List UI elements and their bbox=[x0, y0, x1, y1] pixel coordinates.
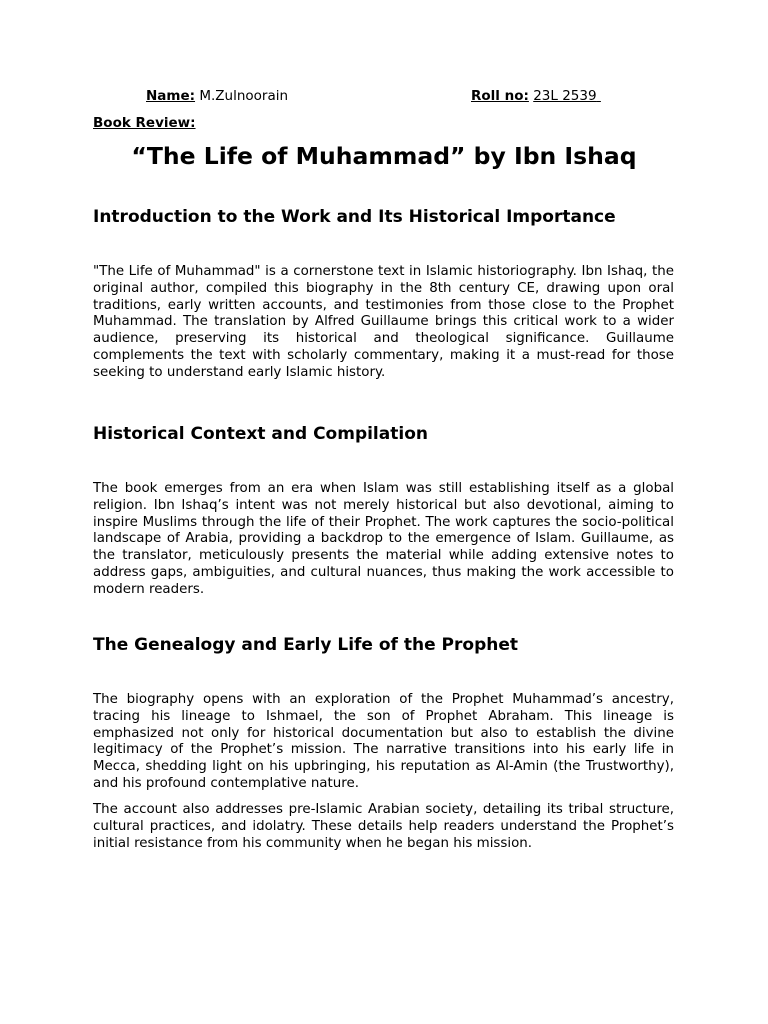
section-heading-introduction: Introduction to the Work and Its Historical Importance bbox=[93, 207, 616, 227]
paragraph-introduction: "The Life of Muhammad" is a cornerstone text in Islamic historiography. Ibn Ishaq, the original author, compiled this biography in the 8th century CE, drawing upon oral traditions, early written accounts, and testimonies from those close to the Prophet Muhammad. The translation by Alfred Guillaume brings this critical work to a wider audience, preserving its historical and theological significance. Guillaume complements the text with scholarly commentary, making it a must-read for those seeking to understand early Islamic history. bbox=[93, 264, 674, 380]
student-name-field bbox=[146, 88, 288, 105]
paragraph-genealogy-2: The account also addresses pre-Islamic Arabian society, detailing its tribal structure, cultural practices, and idolatry. These details help readers understand the Prophet’s initial resistance from his community when he began his mission. bbox=[93, 802, 674, 851]
section-heading-genealogy: The Genealogy and Early Life of the Prophet bbox=[93, 635, 518, 655]
paragraph-historical-context: The book emerges from an era when Islam was still establishing itself as a global religion. Ibn Ishaq’s intent was not merely historical but also devotional, aiming to inspire Muslims through the life of their Prophet. The work captures the socio-political landscape of Arabia, providing a backdrop to the emergence of Islam. Guillaume, as the translator, meticulously presents the material while adding extensive notes to address gaps, ambiguities, and cultural nuances, thus making the work accessible to modern readers. bbox=[93, 481, 674, 597]
paragraph-genealogy-1: The biography opens with an exploration of the Prophet Muhammad’s ancestry, tracing his lineage to Ishmael, the son of Prophet Abraham. This lineage is emphasized not only for historical documentation but also to establish the divine legitimacy of the Prophet’s mission. The narrative transitions into his early life in Mecca, shedding light on his upbringing, his reputation as Al-Amin (the Trustworthy), and his profound contemplative nature. bbox=[93, 692, 674, 791]
name-label: Name: bbox=[146, 88, 196, 104]
name-value: M.Zulnoorain bbox=[199, 88, 289, 104]
document-title: “The Life of Muhammad” by Ibn Ishaq bbox=[131, 142, 637, 170]
section-heading-historical-context: Historical Context and Compilation bbox=[93, 424, 428, 444]
roll-value: 23L 2539 bbox=[533, 88, 597, 104]
roll-number-field bbox=[471, 88, 601, 105]
book-review-label: Book Review: bbox=[93, 115, 196, 131]
roll-label: Roll no: bbox=[471, 88, 529, 104]
